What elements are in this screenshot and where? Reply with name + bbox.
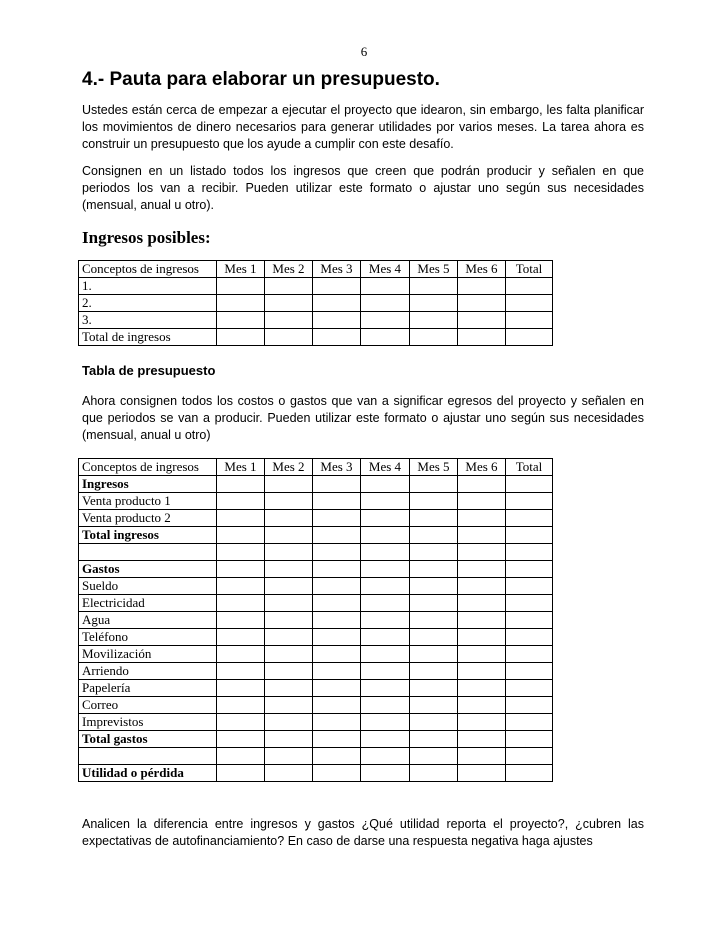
empty-cell: [361, 278, 410, 295]
column-header: Conceptos de ingresos: [79, 261, 217, 278]
empty-cell: [313, 646, 361, 663]
empty-cell: [506, 748, 553, 765]
empty-cell: [458, 510, 506, 527]
empty-cell: [410, 295, 458, 312]
empty-cell: [361, 629, 410, 646]
row-label: Venta producto 1: [79, 493, 217, 510]
empty-cell: [410, 544, 458, 561]
empty-cell: [217, 278, 265, 295]
empty-cell: [506, 329, 553, 346]
empty-cell: [313, 612, 361, 629]
row-label: [79, 544, 217, 561]
empty-cell: [361, 527, 410, 544]
empty-cell: [458, 612, 506, 629]
empty-cell: [458, 595, 506, 612]
empty-cell: [361, 765, 410, 782]
empty-cell: [458, 527, 506, 544]
empty-cell: [265, 329, 313, 346]
row-label: Agua: [79, 612, 217, 629]
empty-cell: [313, 527, 361, 544]
empty-cell: [506, 578, 553, 595]
empty-cell: [410, 765, 458, 782]
column-header: Mes 1: [217, 261, 265, 278]
table-row: [79, 612, 553, 629]
empty-cell: [361, 697, 410, 714]
column-header: Mes 6: [458, 261, 506, 278]
empty-cell: [217, 493, 265, 510]
empty-cell: [458, 561, 506, 578]
empty-cell: [313, 493, 361, 510]
row-label: Ingresos: [79, 476, 217, 493]
empty-cell: [265, 295, 313, 312]
empty-cell: [265, 714, 313, 731]
empty-cell: [506, 527, 553, 544]
empty-cell: [217, 295, 265, 312]
empty-cell: [217, 663, 265, 680]
table-row: [79, 629, 553, 646]
table-row: [79, 697, 553, 714]
row-label: Total ingresos: [79, 527, 217, 544]
empty-cell: [410, 578, 458, 595]
empty-cell: [506, 476, 553, 493]
row-label: Sueldo: [79, 578, 217, 595]
table-row: [79, 527, 553, 544]
column-header: Mes 3: [313, 459, 361, 476]
empty-cell: [458, 663, 506, 680]
empty-cell: [313, 578, 361, 595]
empty-cell: [458, 544, 506, 561]
empty-cell: [313, 663, 361, 680]
empty-cell: [458, 295, 506, 312]
column-header: Mes 6: [458, 459, 506, 476]
empty-cell: [265, 697, 313, 714]
table-row: [79, 748, 553, 765]
empty-cell: [217, 578, 265, 595]
empty-cell: [265, 731, 313, 748]
empty-cell: [313, 680, 361, 697]
empty-cell: [458, 329, 506, 346]
table-row: [79, 312, 553, 329]
empty-cell: [361, 561, 410, 578]
empty-cell: [410, 278, 458, 295]
empty-cell: [313, 714, 361, 731]
empty-cell: [410, 714, 458, 731]
table-row: [79, 578, 553, 595]
empty-cell: [361, 595, 410, 612]
empty-cell: [217, 595, 265, 612]
empty-cell: [217, 312, 265, 329]
empty-cell: [217, 680, 265, 697]
empty-cell: [361, 544, 410, 561]
empty-cell: [458, 714, 506, 731]
empty-cell: [217, 697, 265, 714]
empty-cell: [506, 510, 553, 527]
empty-cell: [361, 329, 410, 346]
empty-cell: [217, 714, 265, 731]
empty-cell: [458, 578, 506, 595]
empty-cell: [265, 493, 313, 510]
empty-cell: [217, 646, 265, 663]
empty-cell: [361, 510, 410, 527]
empty-cell: [217, 612, 265, 629]
row-label: Arriendo: [79, 663, 217, 680]
empty-cell: [361, 612, 410, 629]
empty-cell: [410, 612, 458, 629]
empty-cell: [506, 646, 553, 663]
column-header: Mes 1: [217, 459, 265, 476]
empty-cell: [361, 646, 410, 663]
empty-cell: [217, 527, 265, 544]
empty-cell: [458, 646, 506, 663]
empty-cell: [458, 629, 506, 646]
empty-cell: [458, 312, 506, 329]
empty-cell: [410, 527, 458, 544]
table-row: [79, 731, 553, 748]
empty-cell: [265, 578, 313, 595]
table-row: [79, 765, 553, 782]
row-label: Electricidad: [79, 595, 217, 612]
empty-cell: [313, 329, 361, 346]
empty-cell: [361, 578, 410, 595]
empty-cell: [265, 527, 313, 544]
empty-cell: [506, 544, 553, 561]
empty-cell: [265, 629, 313, 646]
table-row: [79, 544, 553, 561]
empty-cell: [313, 295, 361, 312]
empty-cell: [458, 278, 506, 295]
intro-paragraph: Consignen en un listado todos los ingresos que creen que podrán producir y señalen en que periodos los van a recibir. Pueden utilizar este formato o ajustar uno según sus necesidades (mensual, anual u otro).: [82, 164, 644, 212]
column-header: Total: [506, 459, 553, 476]
empty-cell: [506, 595, 553, 612]
empty-cell: [265, 646, 313, 663]
page-number: 6: [360, 44, 368, 59]
row-label: [79, 748, 217, 765]
closing-paragraph: Analicen la diferencia entre ingresos y gastos ¿Qué utilidad reporta el proyecto?, ¿cubren las expectativas de autofinanciamiento? En caso de darse una respuesta negativa haga ajustes: [82, 817, 644, 848]
row-label: Total de ingresos: [79, 329, 217, 346]
empty-cell: [506, 663, 553, 680]
empty-cell: [506, 612, 553, 629]
empty-cell: [313, 561, 361, 578]
empty-cell: [313, 544, 361, 561]
empty-cell: [217, 561, 265, 578]
table-row: [79, 493, 553, 510]
table-row: [79, 561, 553, 578]
empty-cell: [506, 278, 553, 295]
column-header: Mes 4: [361, 261, 410, 278]
budget-table: [78, 458, 553, 782]
empty-cell: [410, 595, 458, 612]
row-label: Teléfono: [79, 629, 217, 646]
empty-cell: [506, 561, 553, 578]
empty-cell: [313, 765, 361, 782]
row-label: Utilidad o pérdida: [79, 765, 217, 782]
table-row: [79, 680, 553, 697]
table-row: [79, 663, 553, 680]
empty-cell: [217, 765, 265, 782]
empty-cell: [361, 714, 410, 731]
empty-cell: [265, 765, 313, 782]
table-row: [79, 278, 553, 295]
row-label: 1.: [79, 278, 217, 295]
empty-cell: [313, 697, 361, 714]
empty-cell: [361, 663, 410, 680]
empty-cell: [265, 510, 313, 527]
row-label: Imprevistos: [79, 714, 217, 731]
empty-cell: [217, 476, 265, 493]
empty-cell: [410, 663, 458, 680]
empty-cell: [410, 748, 458, 765]
empty-cell: [361, 493, 410, 510]
empty-cell: [217, 731, 265, 748]
empty-cell: [265, 278, 313, 295]
empty-cell: [410, 680, 458, 697]
row-label: Gastos: [79, 561, 217, 578]
empty-cell: [458, 731, 506, 748]
empty-cell: [265, 595, 313, 612]
empty-cell: [265, 561, 313, 578]
row-label: Venta producto 2: [79, 510, 217, 527]
empty-cell: [217, 510, 265, 527]
empty-cell: [410, 312, 458, 329]
empty-cell: [410, 561, 458, 578]
empty-cell: [217, 544, 265, 561]
empty-cell: [506, 765, 553, 782]
empty-cell: [458, 765, 506, 782]
empty-cell: [458, 748, 506, 765]
table-row: [79, 476, 553, 493]
table-header-row: [79, 261, 553, 278]
column-header: Mes 4: [361, 459, 410, 476]
empty-cell: [506, 697, 553, 714]
empty-cell: [313, 476, 361, 493]
empty-cell: [217, 748, 265, 765]
empty-cell: [265, 476, 313, 493]
column-header: Mes 3: [313, 261, 361, 278]
income-heading: Ingresos posibles:: [82, 228, 211, 247]
empty-cell: [265, 680, 313, 697]
empty-cell: [217, 629, 265, 646]
empty-cell: [410, 697, 458, 714]
empty-cell: [506, 680, 553, 697]
table-row: [79, 295, 553, 312]
income-table: [78, 260, 553, 346]
table-row: [79, 329, 553, 346]
row-label: Movilización: [79, 646, 217, 663]
column-header: Mes 5: [410, 459, 458, 476]
empty-cell: [410, 493, 458, 510]
column-header: Mes 2: [265, 459, 313, 476]
row-label: 2.: [79, 295, 217, 312]
table-row: [79, 595, 553, 612]
table-row: [79, 714, 553, 731]
empty-cell: [361, 476, 410, 493]
empty-cell: [361, 748, 410, 765]
empty-cell: [361, 731, 410, 748]
empty-cell: [265, 544, 313, 561]
document-body: [82, 68, 644, 860]
empty-cell: [410, 329, 458, 346]
budget-heading: Tabla de presupuesto: [82, 363, 216, 378]
empty-cell: [458, 697, 506, 714]
table-row: [79, 510, 553, 527]
empty-cell: [265, 612, 313, 629]
empty-cell: [506, 714, 553, 731]
empty-cell: [458, 476, 506, 493]
empty-cell: [217, 329, 265, 346]
table-row: [79, 646, 553, 663]
empty-cell: [410, 646, 458, 663]
empty-cell: [410, 629, 458, 646]
empty-cell: [313, 595, 361, 612]
empty-cell: [361, 312, 410, 329]
empty-cell: [313, 278, 361, 295]
empty-cell: [313, 731, 361, 748]
column-header: Total: [506, 261, 553, 278]
empty-cell: [506, 493, 553, 510]
intro-paragraph: Ustedes están cerca de empezar a ejecutar el proyecto que idearon, sin embargo, les falta planificar los movimientos de dinero necesarios para generar utilidades por varios meses. La tarea ahora es construir un presupuesto que los ayude a cumplir con este desafío.: [82, 103, 644, 151]
empty-cell: [506, 731, 553, 748]
empty-cell: [410, 731, 458, 748]
empty-cell: [313, 629, 361, 646]
row-label: Papelería: [79, 680, 217, 697]
empty-cell: [265, 312, 313, 329]
column-header: Conceptos de ingresos: [79, 459, 217, 476]
empty-cell: [458, 493, 506, 510]
row-label: Correo: [79, 697, 217, 714]
row-label: 3.: [79, 312, 217, 329]
empty-cell: [313, 312, 361, 329]
empty-cell: [313, 748, 361, 765]
empty-cell: [361, 295, 410, 312]
empty-cell: [265, 663, 313, 680]
column-header: Mes 2: [265, 261, 313, 278]
budget-paragraph: Ahora consignen todos los costos o gastos que van a significar egresos del proyecto y señalen en que periodos se van a producir. Pueden utilizar este formato o ajustar uno según sus necesidades (mensual, anual u otro): [82, 394, 644, 442]
empty-cell: [506, 312, 553, 329]
empty-cell: [410, 510, 458, 527]
empty-cell: [265, 748, 313, 765]
empty-cell: [313, 510, 361, 527]
table-header-row: [79, 459, 553, 476]
section-title: 4.- Pauta para elaborar un presupuesto.: [82, 69, 440, 90]
empty-cell: [361, 680, 410, 697]
row-label: Total gastos: [79, 731, 217, 748]
column-header: Mes 5: [410, 261, 458, 278]
empty-cell: [410, 476, 458, 493]
empty-cell: [506, 295, 553, 312]
empty-cell: [458, 680, 506, 697]
empty-cell: [506, 629, 553, 646]
